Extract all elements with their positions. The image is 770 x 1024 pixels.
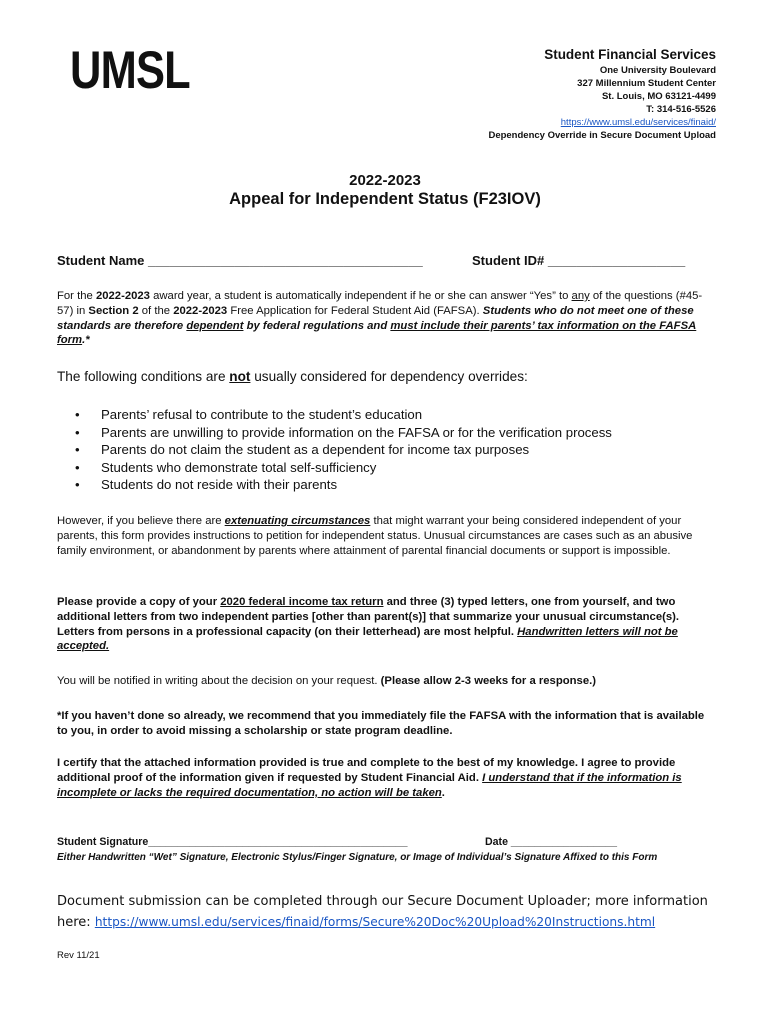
student-signature-field[interactable]: Student Signature____________________________________________	[57, 836, 408, 848]
website-link[interactable]: https://www.umsl.edu/services/finaid/	[560, 117, 716, 128]
paragraph-notification: You will be notified in writing about the decision on your request. (Please allow 2-3 weeks for a response.)	[57, 675, 597, 687]
contact-block	[488, 46, 716, 142]
paragraph-certification: I certify that the attached information provided is true and complete to the best of my knowledge. I agree to provide additional proof of the information given if requested by Student Financial Aid. I understand that if the information is incomplete or lacks the required documentation, no action will be taken.	[57, 757, 682, 799]
phone: T: 314-516-5526	[646, 104, 716, 115]
org-name: Student Financial Services	[544, 47, 716, 62]
address-line-3: St. Louis, MO 63121-4499	[601, 91, 716, 102]
form-year: 2022-2023	[349, 172, 421, 189]
conditions-intro: The following conditions are not usually considered for dependency overrides:	[57, 369, 528, 384]
uploader-link[interactable]: https://www.umsl.edu/services/finaid/forms/Secure%20Doc%20Upload%20Instructions.html	[94, 915, 656, 929]
paragraph-eligibility: For the 2022-2023 award year, a student is automatically independent if he or she can answer “Yes” to any of the questions (#45-57) in Section 2 of the 2022-2023 Free Application for Federal Student Aid (FAFSA). Students who do not meet one of these standards are therefore dependent by federal regulations and must include their parents’ tax information on the FAFSA form.*	[57, 290, 703, 347]
list-item: • Students who demonstrate total self-sufficiency	[75, 459, 612, 477]
upload-note: Dependency Override in Secure Document Upload	[488, 130, 716, 141]
umsl-logo: UMSL	[70, 41, 190, 100]
uploader-info: Document submission can be completed through our Secure Document Uploader; more information here: https://www.umsl.edu/services/finaid/forms/Secure%20Doc%20Upload%20Instructions.html	[57, 894, 708, 930]
revision-label: Rev 11/21	[57, 950, 100, 961]
list-item: • Parents’ refusal to contribute to the student’s education	[75, 406, 612, 424]
date-field[interactable]: Date __________________	[485, 836, 617, 848]
form-title: Appeal for Independent Status (F23IOV)	[229, 190, 541, 208]
list-item: • Parents are unwilling to provide information on the FAFSA or for the verification process	[75, 424, 612, 442]
paragraph-documents: Please provide a copy of your 2020 federal income tax return and three (3) typed letters, one from yourself, and two additional letters from two independent parties [other than parent(s)] that summarize your unusual circumstance(s). Letters from persons in a professional capacity (on their letterhead) are most helpful. Handwritten letters will not be accepted.	[57, 596, 680, 653]
paragraph-fafsa-note: *If you haven’t done so already, we recommend that you immediately file the FAFSA with the information that is available to you, in order to avoid missing a scholarship or state program deadline.	[57, 710, 705, 737]
signature-note: Either Handwritten “Wet” Signature, Electronic Stylus/Finger Signature, or Image of Individual’s Signature Affixed to this Form	[57, 852, 658, 863]
list-item: • Students do not reside with their parents	[75, 476, 612, 494]
student-id-field[interactable]: Student ID# ___________________	[472, 253, 686, 268]
paragraph-extenuating: However, if you believe there are extenuating circumstances that might warrant your being considered independent of your parents, this form provides instructions to petition for independent status. Unusual circumstances are cases such as an abusive family environment, or abandonment by parents where attainment of parental financial documents or support is impossible.	[57, 515, 693, 557]
student-fields	[57, 253, 686, 268]
signature-line	[57, 836, 617, 848]
address-line-2: 327 Millennium Student Center	[577, 78, 716, 89]
list-item: • Parents do not claim the student as a dependent for income tax purposes	[75, 441, 612, 459]
address-line-1: One University Boulevard	[599, 65, 716, 76]
conditions-list	[75, 406, 612, 494]
student-name-field[interactable]: Student Name ______________________________________	[57, 253, 423, 268]
